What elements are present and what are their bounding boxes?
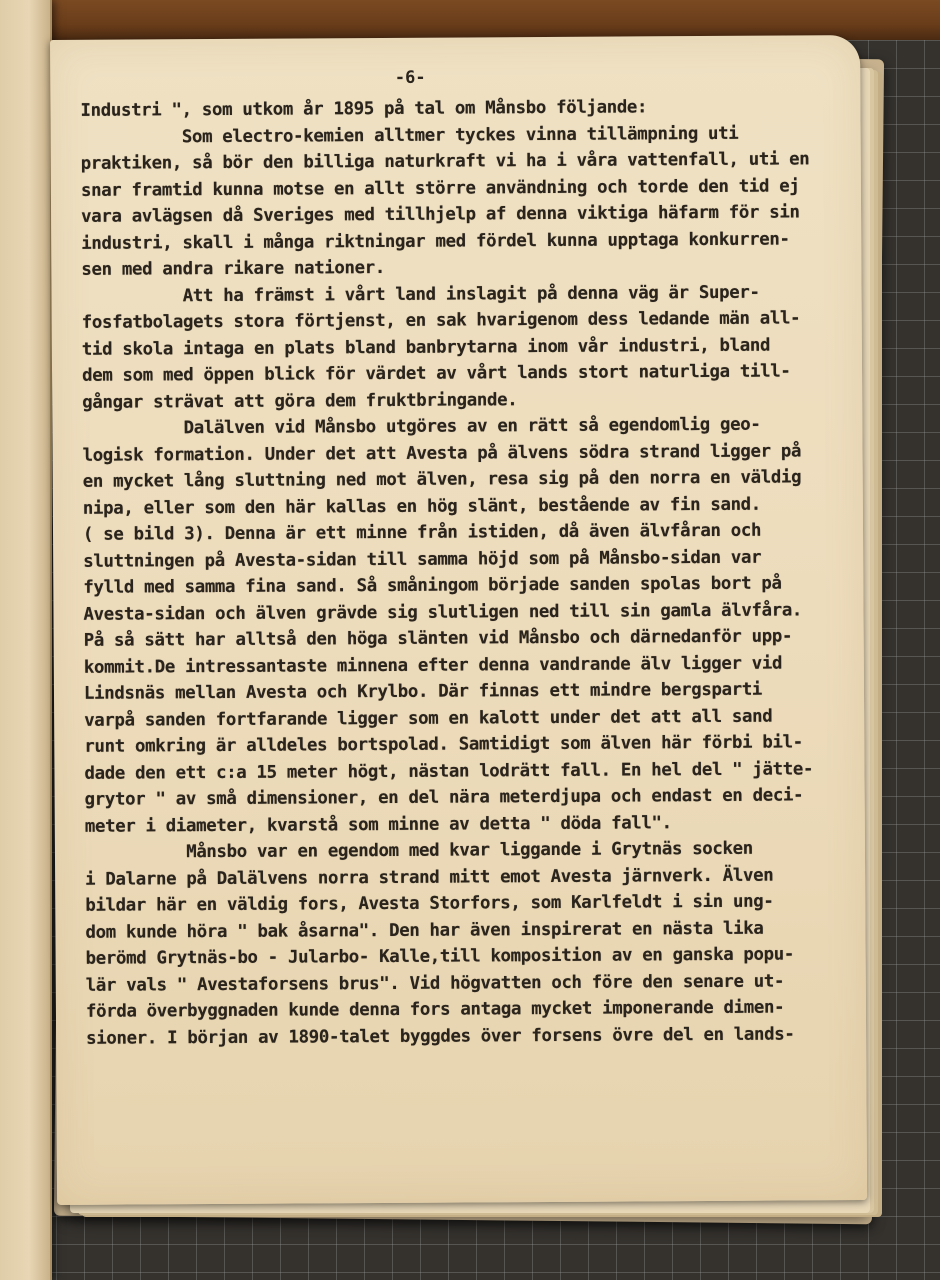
text-line: lär vals " Avestaforsens brus". Vid högvatten och före den senare ut- (85, 971, 785, 996)
text-line: nipa, eller som den här kallas en hög slänt, bestående av fin sand. (82, 494, 761, 519)
text-line: Att ha främst i vårt land inslagit på denna väg är Super- (81, 282, 760, 307)
text-line: Lindsnäs mellan Avesta och Krylbo. Där finnas ett mindre bergsparti (83, 679, 763, 704)
text-line: berömd Grytnäs-bo - Jularbo- Kalle,till komposition av en ganska popu- (85, 944, 795, 969)
text-line: tid skola intaga en plats bland banbrytarna inom vår industri, bland (81, 335, 771, 360)
text-line: gångar strävat att göra dem fruktbringande. (82, 389, 518, 413)
text-line: kommit.De intressantaste minnena efter denna vandrande älv ligger vid (83, 653, 783, 678)
text-line: ( se bild 3). Denna är ett minne från istiden, då även älvfåran och (82, 520, 762, 545)
text-line: förda överbyggnaden kunde denna fors antaga mycket imponerande dimen- (85, 997, 785, 1022)
text-line: grytor " av små dimensioner, en del nära meterdjupa och endast en deci- (84, 785, 804, 810)
text-line: sioner. I början av 1890-talet byggdes över forsens övre del en lands- (86, 1023, 795, 1049)
text-line: varpå sanden fortfarande ligger som en kalott under det att all sand (84, 706, 773, 731)
text-line: praktiken, så bör den billiga naturkraft vi ha i våra vattenfall, uti en (80, 149, 810, 174)
left-facing-page (0, 0, 52, 1280)
text-line: Dalälven vid Månsbo utgöres av en rätt så egendomlig geo- (82, 414, 761, 439)
text-line: Som electro-kemien alltmer tyckes vinna tillämpning uti (80, 123, 739, 148)
wooden-table-edge (0, 0, 940, 40)
text-line: runt omkring är alldeles bortspolad. Samtidigt som älven här förbi bil- (84, 732, 803, 757)
text-line: På så sätt har alltså den höga slänten vid Månsbo och därnedanför upp- (83, 626, 793, 651)
text-line: en mycket lång sluttning ned mot älven, resa sig på den norra en väldig (82, 467, 802, 492)
text-line: Industri ", som utkom år 1895 på tal om Månsbo följande: (80, 97, 648, 121)
text-line: Månsbo var en egendom med kvar liggande i Grytnäs socken (84, 838, 753, 863)
document-body (80, 93, 826, 1052)
text-line: snar framtid kunna motse en allt större användning och torde den tid ej (80, 175, 800, 201)
text-line: dom kunde höra " bak åsarna". Den har även inspirerat en nästa lika (85, 918, 764, 943)
text-line: meter i diameter, kvarstå som minne av detta " döda fall". (84, 812, 672, 837)
typewritten-page (50, 35, 867, 1205)
text-line: i Dalarne på Dalälvens norra strand mitt emot Avesta järnverk. Älven (85, 865, 774, 890)
text-line: fosfatbolagets stora förtjenst, en sak hvarigenom dess ledande män all- (81, 308, 801, 333)
text-line: Avesta-sidan och älven grävde sig slutligen ned till sin gamla älvfåra. (83, 599, 803, 625)
text-line: dem som med öppen blick för värdet av vårt lands stort naturliga till- (81, 361, 791, 386)
text-line: sen med andra rikare nationer. (81, 257, 386, 280)
text-line: sluttningen på Avesta-sidan till samma höjd som på Månsbo-sidan var (83, 547, 762, 572)
text-line: logisk formation. Under det att Avesta på älvens södra strand ligger på (82, 440, 802, 466)
text-line: fylld med samma fina sand. Så småningom började sanden spolas bort på (83, 573, 782, 598)
page-number: -6- (394, 67, 426, 88)
text-line: vara avlägsen då Sveriges med tillhjelp af denna viktiga häfarm för sin (81, 202, 800, 227)
show-through-text (76, 1080, 836, 1085)
text-line: dade den ett c:a 15 meter högt, nästan lodrätt fall. En hel del " jätte- (84, 758, 814, 784)
text-line: industri, skall i många riktningar med fördel kunna upptaga konkurren- (81, 228, 790, 254)
text-line: bildar här en väldig fors, Avesta Storfors, som Karlfeldt i sin ung- (85, 891, 774, 916)
